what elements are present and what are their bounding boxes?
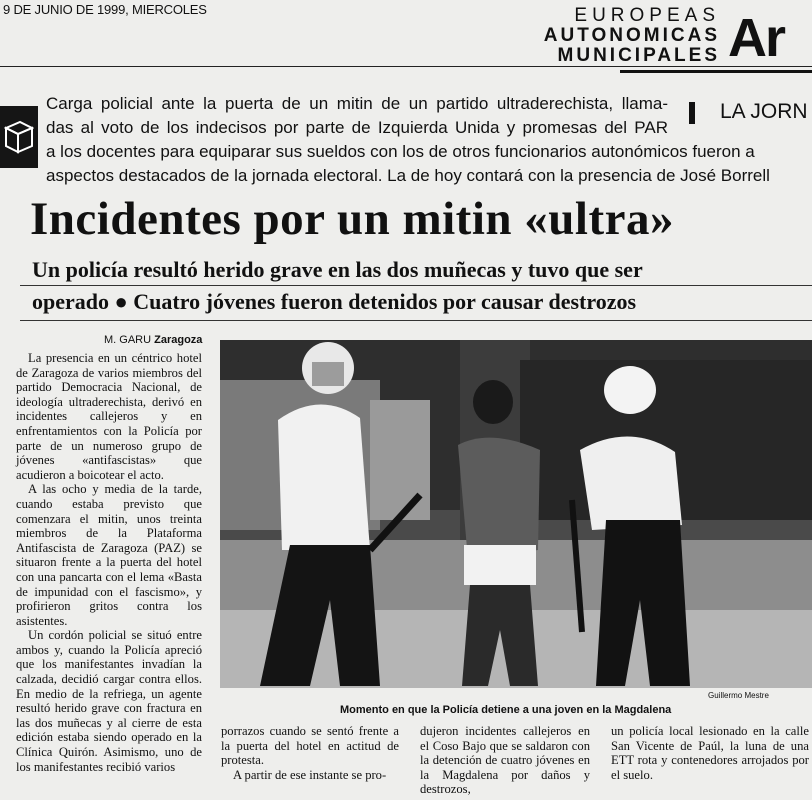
subheadline [32, 254, 812, 318]
section-line: EUROPEAS [574, 5, 720, 26]
paragraph: A las ocho y media de la tarde, cuando estaba previsto que comenzara el mitin, unos treinta miembros de la Plataforma Antifascista de Zaragoza (PAZ) se situaron frente a la puerta del hotel con una pancarta con el lema «Basta de impunidad con el fascismo», y profirieron gritos contra los asistentes. [16, 482, 202, 628]
subhead-rule [20, 320, 812, 321]
paragraph: Un cordón policial se situó entre ambos y, cuando la Policía apreció que los manifestantes invadían la calzada, decidió cargar contra ellos. En medio de la refriega, un agente resultó herido grave con fractura en las dos muñecas y al cierre de esta edición estaba siendo operado en la Clínica Quirón. Asimismo, uno de los manifestantes recibió varios [16, 628, 202, 774]
subhead-rule [20, 285, 812, 286]
article-column-2 [221, 724, 399, 782]
paragraph: dujeron incidentes callejeros en el Coso Bajo que se saldaron con la detención de cuatro jóvenes en la Magdalena por daños y destrozos, [420, 724, 590, 797]
date-line: 9 DE JUNIO DE 1999, MIERCOLES [3, 2, 207, 17]
photo-caption: Momento en que la Policía detiene a una joven en la Magdalena [340, 704, 672, 716]
subhead-part: operado [32, 289, 109, 314]
article-column-4 [611, 724, 809, 782]
subhead-line [32, 286, 812, 318]
ballot-box-icon [0, 106, 38, 168]
intro-line: a los docentes para equiparar sus sueldos con los de otros funcionarios autonómicos fueron a [46, 142, 755, 161]
paragraph: un policía local lesionado en la calle San Vicente de Paúl, la luna de una ETT rota y contenedores arrojados por el suelo. [611, 724, 809, 782]
header-rule-thick [620, 70, 812, 73]
bullet-icon: ● [114, 289, 128, 314]
intro-line: das al voto de los indecisos por parte de Izquierda Unida y promesas del PAR [46, 118, 668, 137]
intro-line: Carga policial ante la puerta de un mitin de un partido ultraderechista, llama- [46, 94, 668, 113]
byline [104, 334, 202, 346]
intro-line: aspectos destacados de la jornada electoral. La de hoy contará con la presencia de José Borrell [46, 166, 770, 185]
section-logo-letters: Ar [728, 8, 785, 68]
article-column-1 [16, 351, 202, 774]
paragraph: porrazos cuando se sentó frente a la puerta del hotel en actitud de protesta. [221, 724, 399, 768]
byline-place: Zaragoza [154, 334, 203, 346]
byline-author: M. GARU [104, 334, 152, 346]
headline: Incidentes por un mitin «ultra» [30, 193, 674, 245]
header-rule [0, 66, 812, 67]
subhead-line: Un policía resultó herido grave en las dos muñecas y tuvo que ser [32, 257, 643, 282]
paragraph: La presencia en un céntrico hotel de Zaragoza de varios miembros del partido Democracia Nacional, de ideología ultraderechista, derivó en incidentes callejeros y en enfrentamientos con la Policía por parte de un numeroso grupo de jóvenes «antifascistas» que acudieron a boicotear el acto. [16, 351, 202, 482]
section-line: AUTONOMICAS [543, 25, 720, 46]
article-column-3 [420, 724, 590, 797]
photo-credit: Guillermo Mestre [708, 691, 769, 700]
news-photo [220, 340, 812, 688]
paragraph: A partir de ese instante se pro- [233, 767, 387, 782]
side-label: LA JORN [720, 100, 808, 123]
section-line: MUNICIPALES [557, 45, 720, 66]
subhead-part: Cuatro jóvenes fueron detenidos por causar destrozos [133, 289, 637, 314]
divider-bar [689, 102, 695, 124]
section-heading [544, 6, 720, 66]
